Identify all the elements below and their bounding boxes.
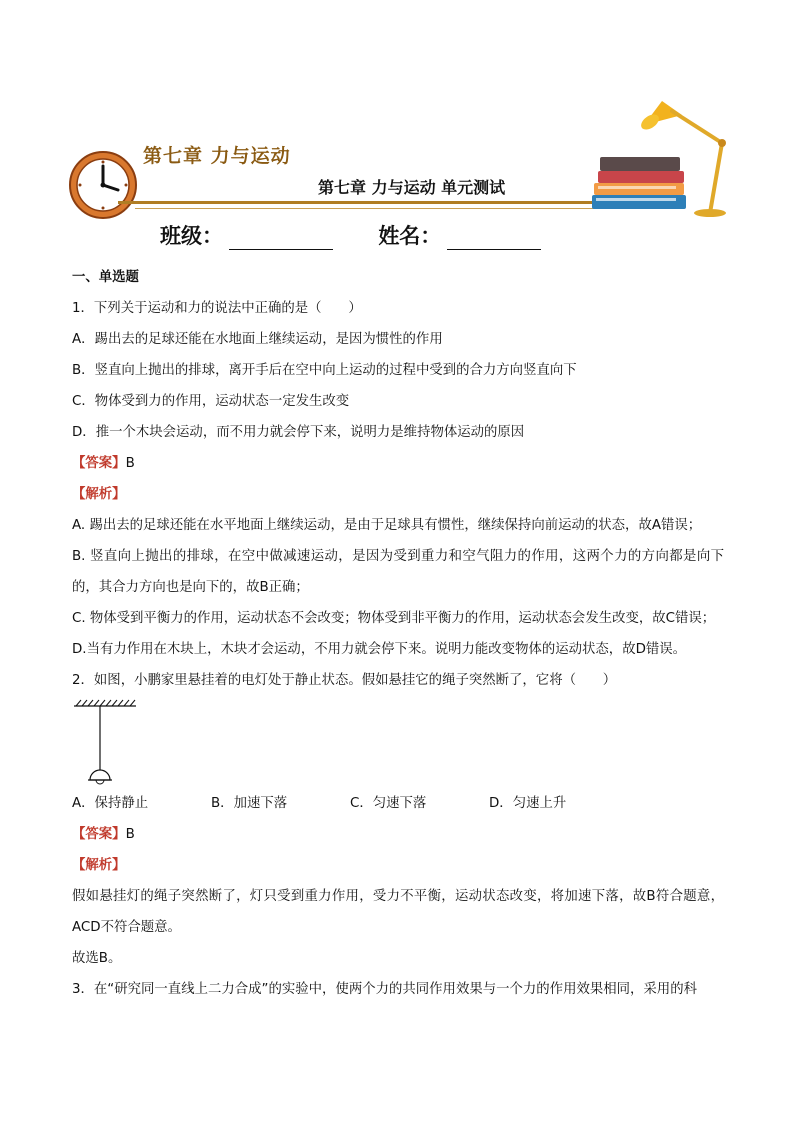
q2-analysis-label xyxy=(72,850,724,881)
chapter-title: 第七章 力与运动 xyxy=(143,145,291,167)
q1-option-d: D．推一个木块会运动，而不用力就会停下来，说明力是维持物体运动的原因 xyxy=(72,425,525,440)
q3-stem: 3．在“研究同一直线上二力合成”的实验中，使两个力的共同作用效果与一个力的作用效果相同，采用的科 xyxy=(72,982,697,997)
hanging-lamp-figure xyxy=(72,696,724,788)
q1-analysis-b: B. 竖直向上抛出的排球，在空中做减速运动，是因为受到重力和空气阻力的作用，这两个力的方向都是向下的，其合力方向也是向下的，故B正确； xyxy=(72,549,724,595)
analysis-tag: 【解析】 xyxy=(72,487,126,502)
hanging-lamp-icon xyxy=(72,696,142,788)
q2-conclusion: 故选B。 xyxy=(72,951,122,966)
name-blank[interactable] xyxy=(447,227,541,250)
q2-option-b: B．加速下落 xyxy=(211,796,288,811)
name-label: 姓名： xyxy=(378,224,442,248)
answer-tag: 【答案】 xyxy=(72,456,126,471)
q1-answer xyxy=(72,448,724,479)
q2-answer-value: B xyxy=(125,827,135,842)
q2-analysis-text: 假如悬挂灯的绳子突然断了，灯只受到重力作用，受力不平衡，运动状态改变，将加速下落，故B符合题意，ACD不符合题意。 xyxy=(72,889,724,935)
q1-option-c: C．物体受到力的作用，运动状态一定发生改变 xyxy=(72,394,350,409)
answer-tag: 【答案】 xyxy=(72,827,126,842)
q1-analysis-label xyxy=(72,479,724,510)
q1-option-a: A．踢出去的足球还能在水地面上继续运动，是因为惯性的作用 xyxy=(72,332,443,347)
class-blank[interactable] xyxy=(229,227,333,250)
q2-options xyxy=(72,788,724,819)
q2-stem: 2．如图，小鹏家里悬挂着的电灯处于静止状态。假如悬挂它的绳子突然断了，它将（ ） xyxy=(72,673,617,688)
header-rule-thin xyxy=(135,208,610,209)
header-rule xyxy=(118,201,608,204)
class-name-row xyxy=(160,220,541,250)
question-content xyxy=(72,262,724,1005)
q2-option-d: D．匀速上升 xyxy=(489,796,567,811)
q1-option-b: B．竖直向上抛出的排球，离开手后在空中向上运动的过程中受到的合力方向竖直向下 xyxy=(72,363,577,378)
q1-answer-value: B xyxy=(125,456,135,471)
q1-analysis-c: C. 物体受到平衡力的作用，运动状态不会改变；物体受到非平衡力的作用，运动状态会发生改变，故C错误； xyxy=(72,611,716,626)
q1-analysis-a: A. 踢出去的足球还能在水平地面上继续运动，是由于足球具有惯性，继续保持向前运动的状态，故A错误； xyxy=(72,518,702,533)
analysis-tag: 【解析】 xyxy=(72,858,126,873)
class-label: 班级： xyxy=(160,224,223,248)
lamp-and-books-illustration xyxy=(584,95,734,220)
q2-option-c: C．匀速下落 xyxy=(350,796,427,811)
section-heading: 一、单选题 xyxy=(72,270,139,285)
q1-analysis-d: D.当有力作用在木块上，木块才会运动，不用力就会停下来。说明力能改变物体的运动状态，故D错误。 xyxy=(72,642,687,657)
header-banner xyxy=(0,95,794,255)
clock-icon xyxy=(68,150,138,220)
q1-stem: 1．下列关于运动和力的说法中正确的是（ ） xyxy=(72,301,362,316)
q2-answer xyxy=(72,819,724,850)
unit-test-title: 第七章 力与运动 单元测试 xyxy=(318,178,506,197)
q2-option-a: A．保持静止 xyxy=(72,796,149,811)
